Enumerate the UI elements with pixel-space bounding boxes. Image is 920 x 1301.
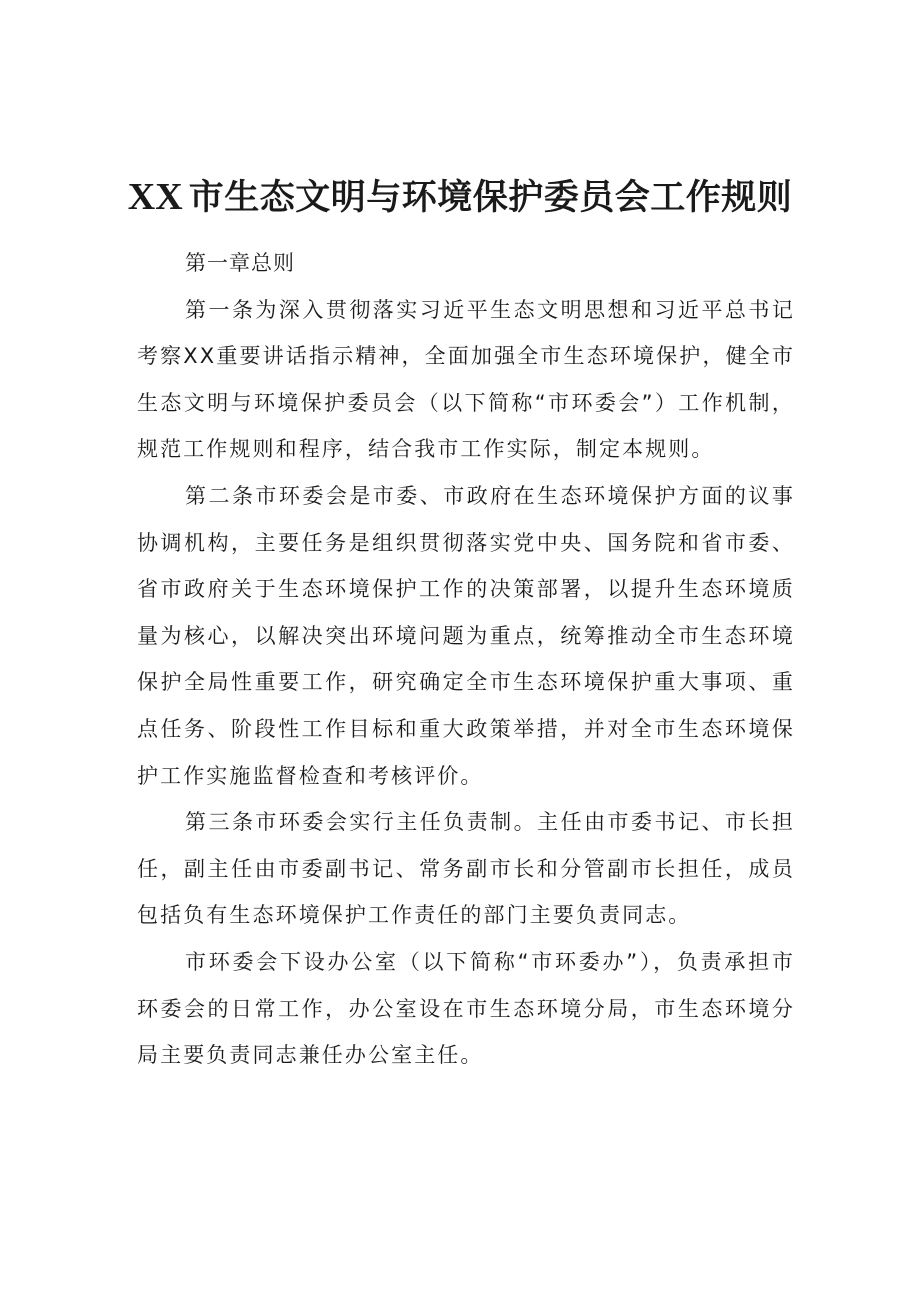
title-prefix: XX [127, 176, 183, 218]
document-title [0, 172, 920, 223]
chapter-heading: 第一章总则 [185, 251, 295, 275]
article-3-paragraph: 第三条市环委会实行主任负责制。主任由市委书记、市长担任，副主任由市委副书记、常务副市长和分管副市长担任，成员包括负有生态环境保护工作责任的部门主要负责同志。 [137, 810, 795, 928]
article-2-paragraph: 第二条市环委会是市委、市政府在生态环境保护方面的议事协调机构，主要任务是组织贯彻落实党中央、国务院和省市委、省市政府关于生态环境保护工作的决策部署，以提升生态环境质量为核心，以解决突出环境问题为重点，统筹推动全市生态环境保护全局性重要工作，研究确定全市生态环境保护重大事项、重点任务、阶段性工作目标和重大政策举措，并对全市生态环境保护工作实施监督检查和考核评价。 [137, 483, 795, 788]
office-paragraph: 市环委会下设办公室（以下简称“市环委办”），负责承担市环委会的日常工作，办公室设在市生态环境分局，市生态环境分局主要负责同志兼任办公室主任。 [137, 949, 795, 1068]
document-body [137, 240, 795, 1079]
article-1-paragraph: 第一条为深入贯彻落实习近平生态文明思想和习近平总书记考察XX重要讲话指示精神，全面加强全市生态环境保护，健全市生态文明与环境保护委员会（以下简称“市环委会”）工作机制，规范工作规则和程序，结合我市工作实际，制定本规则。 [137, 297, 795, 462]
title-main: 市生态文明与环境保护委员会工作规则 [188, 178, 793, 218]
